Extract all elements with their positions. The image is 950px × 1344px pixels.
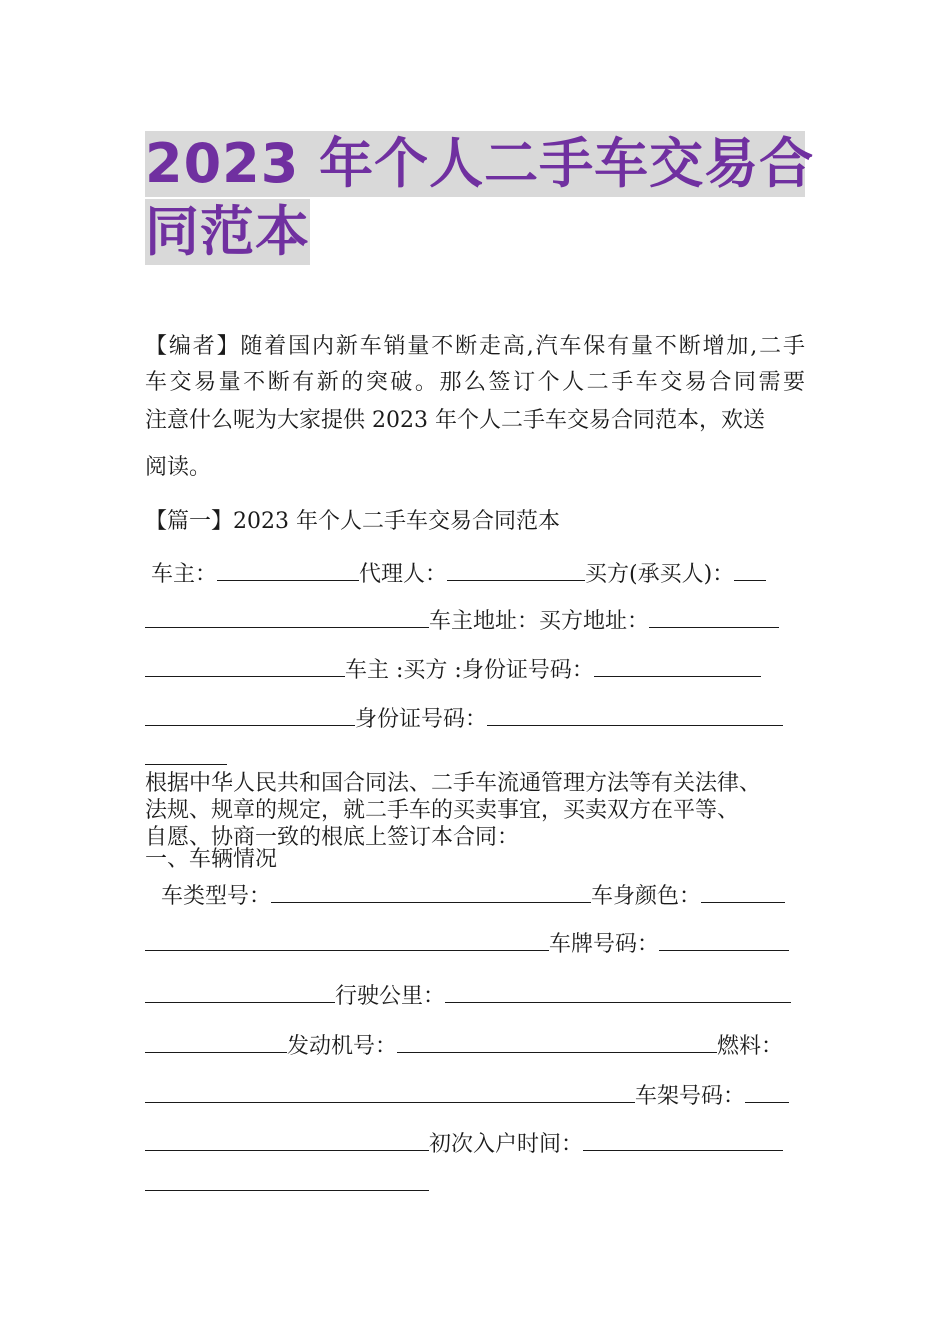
buyer-address-label: 买方地址： — [539, 609, 650, 634]
body-line-2: 法规、规章的规定，就二手车的买卖事宜，买卖双方在平等、 — [145, 798, 740, 823]
agent-label: 代理人： — [359, 562, 448, 587]
frame-blank-continued[interactable] — [145, 1130, 429, 1151]
id-number-blank-2-continued[interactable] — [145, 764, 227, 765]
body-line-1: 根据中华人民共和国合同法、二手车流通管理方法等有关法律、 — [145, 771, 762, 796]
buyer-blank-continued[interactable] — [145, 607, 429, 628]
vehicle-row-6 — [145, 1130, 805, 1160]
color-label: 车身颜色： — [591, 884, 702, 909]
vehicle-row-4 — [145, 1032, 805, 1062]
mileage-blank-continued[interactable] — [145, 1032, 287, 1053]
intro-line-4: 阅读。 — [145, 455, 212, 480]
frame-blank[interactable] — [745, 1082, 789, 1103]
parties-row-2 — [145, 607, 805, 637]
fuel-label: 燃料： — [717, 1034, 784, 1059]
agent-blank[interactable] — [447, 560, 585, 581]
intro-line-2: 车交易量不断有新的突破。那么签订个人二手车交易合同需要 — [145, 370, 805, 395]
id-number-blank-1[interactable] — [594, 656, 761, 677]
engine-label: 发动机号： — [287, 1034, 398, 1059]
owner-blank[interactable] — [217, 560, 359, 581]
body-line-3: 自愿、协商一致的根底上签订本合同： — [145, 825, 520, 850]
engine-blank[interactable] — [397, 1032, 717, 1053]
parties-row-3 — [145, 656, 805, 686]
id-number-label-1: :身份证号码： — [454, 658, 594, 683]
vehicle-row-5 — [145, 1082, 805, 1112]
address-blank-continued[interactable] — [145, 656, 345, 677]
color-blank-continued[interactable] — [145, 930, 549, 951]
model-label: 车类型号： — [161, 884, 272, 909]
vehicle-row-2 — [145, 930, 805, 960]
mileage-blank[interactable] — [445, 982, 791, 1003]
vehicle-row-1 — [145, 882, 805, 912]
document-title-line-1: 2023 年个人二手车交易合 — [145, 132, 815, 195]
parties-row-1 — [145, 560, 805, 590]
parties-row-4 — [145, 705, 805, 735]
frame-label: 车架号码： — [635, 1084, 746, 1109]
model-blank[interactable] — [271, 882, 591, 903]
buyer-address-blank[interactable] — [649, 607, 779, 628]
first-registration-blank[interactable] — [583, 1130, 783, 1151]
id-number-blank-1-continued[interactable] — [145, 705, 355, 726]
color-blank[interactable] — [701, 882, 785, 903]
vehicle-row-3 — [145, 982, 805, 1012]
section-heading: 【篇一】2023 年个人二手车交易合同范本 — [145, 509, 560, 534]
owner-address-label: 车主地址： — [429, 609, 540, 634]
owner-label: 车主： — [151, 562, 218, 587]
mileage-label: 行驶公里： — [335, 984, 446, 1009]
vehicle-heading: 一、车辆情况 — [145, 847, 278, 872]
intro-line-3: 注意什么呢为大家提供 2023 年个人二手车交易合同范本，欢送 — [145, 408, 765, 433]
id-number-label-2: 身份证号码： — [355, 707, 488, 732]
buyer-blank[interactable] — [734, 560, 766, 581]
owner-short-label: 车主 — [345, 658, 396, 683]
fuel-blank[interactable] — [145, 1082, 635, 1103]
plate-label: 车牌号码： — [549, 932, 660, 957]
document-title-line-2: 同范本 — [145, 200, 310, 263]
plate-blank-continued[interactable] — [145, 982, 335, 1003]
buyer-short-label: :买方 — [396, 658, 455, 683]
first-registration-blank-continued[interactable] — [145, 1190, 429, 1191]
plate-blank[interactable] — [659, 930, 789, 951]
buyer-label: 买方(承买人)： — [585, 562, 735, 587]
intro-line-1: 【编者】随着国内新车销量不断走高,汽车保有量不断增加,二手 — [145, 334, 805, 359]
id-number-blank-2[interactable] — [487, 705, 783, 726]
first-registration-label: 初次入户时间： — [429, 1132, 584, 1157]
